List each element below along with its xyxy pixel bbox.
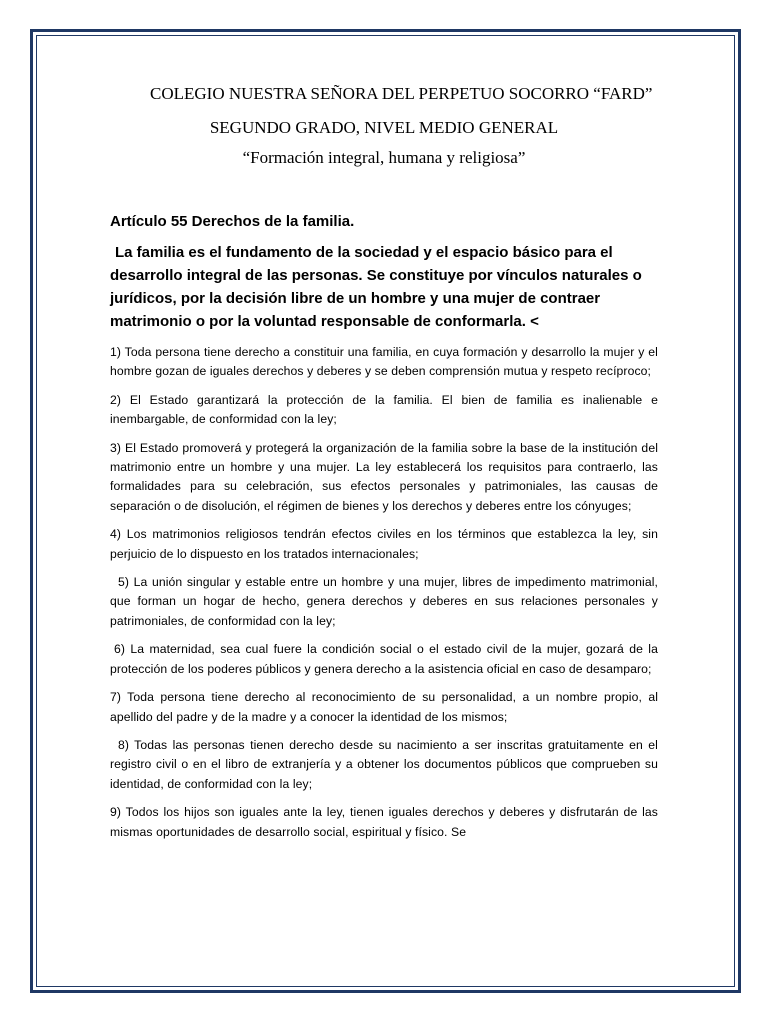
list-item: 1) Toda persona tiene derecho a constituir una familia, en cuya formación y desarrollo la mujer y el hombre gozan de iguales derechos y deberes y se deben comprensión mutua y respeto recíproco; (110, 345, 658, 379)
article-intro: La familia es el fundamento de la sociedad y el espacio básico para el desarrollo integral de las personas. Se constituye por vínculos naturales o jurídicos, por la decisión libre de un hombre y una mujer de contraer matrimonio o por la voluntad responsable de conformarla. < (110, 244, 642, 330)
list-item: 3) El Estado promoverá y protegerá la organización de la familia sobre la base de la institución del matrimonio entre un hombre y una mujer. La ley establecerá los requisitos para contraerlo, las formalidades para su celebración, sus efectos personales y patrimoniales, las causas de separación o de disolución, el régimen de bienes y los derechos y deberes entre los cónyuges; (110, 440, 658, 513)
school-motto: “Formación integral, humana y religiosa” (242, 148, 526, 167)
article-title: Artículo 55 Derechos de la familia. (110, 213, 355, 230)
school-header (110, 84, 658, 168)
list-item: 4) Los matrimonios religiosos tendrán efectos civiles en los términos que establezca la ley, sin perjuicio de lo dispuesto en los tratados internacionales; (110, 527, 658, 561)
list-item: 5) La unión singular y estable entre un hombre y una mujer, libres de impedimento matrimonial, que forman un hogar de hecho, genera derechos y deberes en sus relaciones personales y patrimoniales, de conformidad con la ley; (110, 575, 658, 628)
list-item: 8) Todas las personas tienen derecho desde su nacimiento a ser inscritas gratuitamente en el registro civil o en el libro de extranjería y a obtener los documentos públicos que comprueben su identidad, de conformidad con la ley; (110, 737, 658, 791)
list-item: 2) El Estado garantizará la protección de la familia. El bien de familia es inalienable e inembargable, de conformidad con la ley; (110, 392, 658, 427)
list-item: 6) La maternidad, sea cual fuere la condición social o el estado civil de la mujer, gozará de la protección de los poderes públicos y genera derecho a la asistencia oficial en caso de desamparo; (110, 642, 658, 676)
list-item: 9) Todos los hijos son iguales ante la ley, tienen iguales derechos y deberes y disfrutarán de las mismas oportunidades de desarrollo social, espiritual y físico. Se (110, 805, 658, 839)
grade-level: SEGUNDO GRADO, NIVEL MEDIO GENERAL (209, 118, 559, 137)
school-name: COLEGIO NUESTRA SEÑORA DEL PERPETUO SOCORRO “FARD” (150, 84, 653, 103)
document-content (110, 84, 658, 851)
list-item: 7) Toda persona tiene derecho al reconocimiento de su personalidad, a un nombre propio, al apellido del padre y de la madre y a conocer la identidad de los mismos; (110, 690, 658, 724)
article-items (110, 343, 658, 842)
